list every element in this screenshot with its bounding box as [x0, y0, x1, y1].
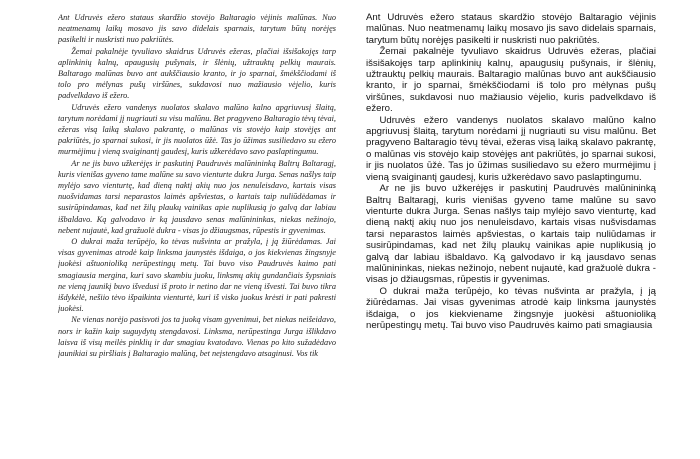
- right-paragraph-5: O dukrai maža terūpėjo, ko tėvas nušvinta ar pražyla, į ją žiūrėdamas. Jai visas gyvenimas atrodė kaip linksma jaunystės išdaiga, o jos kiekviename žingsnyje juokėsi aštuonioliką nerūpestingų metų. Tai buvo viso Paudruvės kaimo pati smagiausia: [366, 285, 656, 331]
- left-paragraph-6: Ne vienas norėjo pasisvoti jos ta juoką visam gyvenimui, bet niekas neišeidavo, nors ir kažin kaip suguydytų stengdavosi. Linksma, nerūpestinga Jurga išlikdavo laisva iš visų meilės pinklių ir dar smagiau kvatodavo. Vienas po kito sužadėdavo jaunikiai su piršliais į Baltaragio malūną, bet neįstengdavo atsaginusi. Vos tik: [58, 315, 336, 359]
- right-page-text: [366, 12, 656, 331]
- right-paragraph-2: Žemai pakalnėje tyvuliavo skaidrus Udruvės ežeras, plačiai išsišakojęs tarp aplinkinių kalnų, apaugusių pušynais, ir šlėnių, užtrauktų pelkių maurais. Baltaragio malūnas buvo ant aukščiausio kranto, ir jo sparnai, šmėkščiodami iš tolo pro mėlynas pušų viršūnes, sukdavosi nuo mažiausio vėjelio, kuris padvelkdavo iš ežero.: [366, 46, 656, 115]
- left-paragraph-5: O dukrai maža terūpėjo, ko tėvas nušvinta ar pražyla, į ją žiūrėdamas. Jai visas gyvenimas atrodė kaip linksma jaunystės išdaiga, o jos kiekvienas žingsnyje juokėsi aštuonioliką nerūpestingų metų. Tai buvo viso Paudruvės kaimo pati smagiausia mergina, kuri savo skambiu juoku, linksmų akių gundančiais šypsniais ne vieną jaunikį buvo išvedusi iš proto ir netino dar ne vieną išvesti. Tai buvo tikra išdykėlė, nešiio tėvo išpaikinta vienturtė, kuri iš visko juokus krėsti ir pati pakresti juokėsi.: [58, 237, 336, 314]
- left-paragraph-1: Ant Udruvės ežero stataus skardžio stovėjo Baltaragio vėjinis malūnas. Nuo neatmenamų laikų mosavo jis savo didelais sparnais, tarytum būtų norėjęs pasikelti ir nuskristi nuo pakriūtės.: [58, 13, 336, 45]
- left-page-text: [58, 12, 336, 359]
- right-paragraph-3: Udruvės ežero vandenys nuolatos skalavo malūno kalno apgriuvusį šlaitą, tarytum norėdami jį nugriauti su visu malūnu. Bet pragyveno Baltaragio tėvų tėvai, ežeras visą laiką skalavo pakrantę, o malūnas vis stovėjo kaip stovėjęs ant pakriūtės, jo sparnai sukosi, ir jis nuolatos ūžė. Tas jo ūžimas susiliedavo su ežero murmėjimu į vieną svaiginantį gaudesį, kuris užkerėdavo savo paslaptingumu.: [366, 114, 656, 183]
- left-paragraph-3: Udruvės ežero vandenys nuolatos skalavo malūno kalno apgriuvusį šlaitą, tarytum norėdami jį nugriauti su visu malūnu. Bet pragyveno Baltaragio tėvų tėvai, ežeras visą laiką skalavo pakrantę, o malūnas vis stovėjo kaip stovėjęs ant pakriūtės, jo sparnai sukosi, ir jis nuolatos ūžė. Tas jo ūžimas susiliedavo su ežero murmėjimu į vieną svaiginantį gaudesį, kuris užkerėdavo savo paslaptingumu.: [58, 102, 336, 157]
- left-paragraph-4: Ar ne jis buvo užkerėjęs ir paskutinį Paudruvės malūnininką Baltrų Baltaragį, kuris vienišas gyveno tame malūne su savo vienturte dukra Jurga. Senas našlys taip mylėjo savo vienturtę, kad dieną naktį akių nuo jos nenuleisdavo, kartais visas nuošvidamas tarsi neparastos laimės apšviestas, o kartais taip nuliūdėdamas ir susirūpindamas, kad net žilų plaukų vainikas apie nuplikusią jo galvą dar labiau išbaldavo. Ką galvodavo ir ką jausdavo senas malūnininkas, niekas nežinojo, nebent nujautė, kad gražuolė dukra - visas jo džiaugsmas, rūpestis ir gyvenimas.: [58, 158, 336, 235]
- right-paragraph-4: Ar ne jis buvo užkerėjęs ir paskutinį Paudruvės malūnininką Baltrų Baltaragį, kuris vienišas gyveno tame malūne su savo vienturte dukra Jurga. Senas našlys taip mylėjo savo vienturtę, kad dieną naktį akių nuo jos nenuleisdavo, kartais visas nušvisdamas tarsi neparastos laimės apšviestas, o kartais taip nuliūdamas ir susirūpindamas, kad net žilų plaukų vainikas apie nuplikusią jo galvą dar labiau išbaldavo. Ką galvodavo ir ką jausdavo senas malūnininkas, niekas nežinojo, nebent nujautė, kad gražuolė dukra - visas jo džiaugsmas, rūpestis ir gyvenimas.: [366, 183, 656, 286]
- right-paragraph-1: Ant Udruvės ežero stataus skardžio stovėjo Baltaragio vėjinis malūnas. Nuo neatmenamų laikų mosavo jis savo didelais sparnais, tarytum būtų norėjęs pasikelti ir nuskristi nuo pakriūtės.: [366, 12, 656, 46]
- left-paragraph-2: Žemai pakalnėje tyvuliavo skaidrus Udruvės ežeras, plačiai išsišakojęs tarp aplinkinių kalnų, apaugusių pušynais, ir šlėnių, užtrauktų pelkių maurais. Baltarago malūnas buvo ant aukščiausio kranto, ir jo sparnai, šmėkščiodami iš tolo pro mėlynas pušų viršūnes, sukdavosi nuo mažiausio vėjelio, kuris padvelkdavo iš ežero.: [58, 46, 336, 101]
